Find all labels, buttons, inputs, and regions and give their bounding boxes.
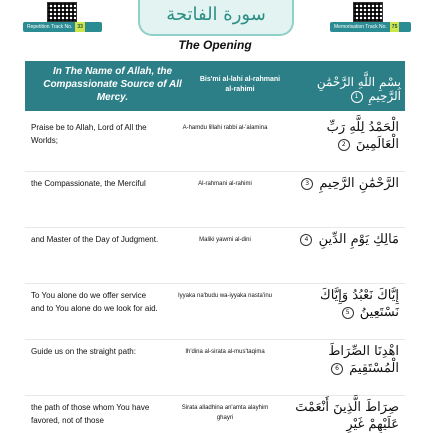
qr-code-memorisation bbox=[353, 2, 383, 22]
verse-arabic-text: إِيَّاكَ نَعْبُدُ وَإِيَّاكَ نَسْتَعِينُ bbox=[320, 288, 399, 320]
verse-english: Guide us on the straight path: bbox=[31, 347, 136, 356]
verse-number-marker: 5 bbox=[342, 307, 354, 319]
verse-arabic bbox=[283, 119, 399, 153]
verse-arabic-text: مَالِكِ يَوْمِ الدِّينِ bbox=[318, 232, 399, 247]
repetition-track-badge bbox=[23, 22, 102, 32]
verse-transliteration: Al-rahmani al-rahimi bbox=[198, 181, 252, 187]
verse-row bbox=[25, 339, 405, 396]
intro-english: In The Name of Allah, the Compassionate Source of All Mercy. bbox=[43, 66, 182, 103]
verse-english: Praise be to Allah, Lord of All the Worlds; bbox=[31, 123, 147, 145]
repetition-track-number: 33 bbox=[77, 24, 83, 30]
verse-transliteration: Sirata alladhina an'amta alayhim ghayri bbox=[181, 405, 269, 421]
surah-title-arabic: سورة الفاتحة bbox=[166, 4, 266, 25]
verse-arabic bbox=[283, 231, 399, 248]
memorisation-track-badge bbox=[330, 22, 411, 32]
verse-english: To You alone do we offer service and to You alone do we look for aid. bbox=[31, 291, 158, 313]
intro-arabic-text: بِسْمِ اللَّهِ الرَّحْمَٰنِ الرَّحِيمِ bbox=[316, 75, 401, 103]
verse-english: the path of those whom You have favored, not of those bbox=[31, 403, 150, 425]
verse-number-marker: 2 bbox=[338, 139, 350, 151]
verse-transliteration: Iyyaka na'budu wa-iyyaka nasta'inu bbox=[177, 293, 272, 299]
verse-arabic-text: الرَّحْمَٰنِ الرَّحِيمِ bbox=[319, 176, 399, 191]
surah-title-banner bbox=[138, 0, 294, 36]
verse-row bbox=[25, 115, 405, 172]
verse-number-marker: 6 bbox=[331, 363, 343, 375]
verse-number-marker: 1 bbox=[351, 91, 363, 103]
verse-english: the Compassionate, the Merciful bbox=[31, 179, 146, 188]
verse-english: and Master of the Day of Judgment. bbox=[31, 235, 159, 244]
verse-row bbox=[25, 395, 405, 430]
verse-number-marker: 3 bbox=[301, 178, 313, 190]
verse-arabic-text: الْحَمْدُ لِلَّهِ رَبِّ الْعَالَمِينَ bbox=[326, 120, 399, 152]
page-subtitle: The Opening bbox=[178, 38, 252, 52]
verse-row bbox=[25, 283, 405, 340]
intro-arabic bbox=[293, 75, 401, 103]
repetition-track-label: Repetition Track No. bbox=[27, 24, 73, 30]
verse-arabic bbox=[283, 175, 399, 192]
intro-row bbox=[25, 61, 405, 111]
verse-transliteration: Maliki yawmi al-dini bbox=[199, 237, 251, 243]
qr-code-repetition bbox=[47, 2, 77, 22]
memorisation-track-label: Memorisation Track No. bbox=[334, 24, 387, 30]
verse-transliteration: Ih'dina al-sirata al-mus'taqima bbox=[185, 349, 265, 355]
verse-transliteration: A-hamdu lillahi rabbi al-'alamina bbox=[182, 125, 268, 131]
verse-row bbox=[25, 171, 405, 228]
verse-arabic-text: صِرَاطَ الَّذِينَ أَنْعَمْتَ عَلَيْهِمْ غَيْرِ bbox=[295, 400, 399, 432]
verse-arabic bbox=[283, 287, 399, 321]
verse-arabic bbox=[283, 343, 399, 377]
memorisation-track-number: 75 bbox=[391, 24, 398, 30]
verse-number-marker: 4 bbox=[300, 234, 312, 246]
verse-arabic-text: اهْدِنَا الصِّرَاطَ الْمُسْتَقِيمَ bbox=[328, 344, 399, 376]
intro-transliteration: Bis'mi al-lahi al-rahmani al-rahimi bbox=[199, 76, 281, 93]
verse-row bbox=[25, 227, 405, 284]
verse-arabic bbox=[283, 399, 399, 433]
